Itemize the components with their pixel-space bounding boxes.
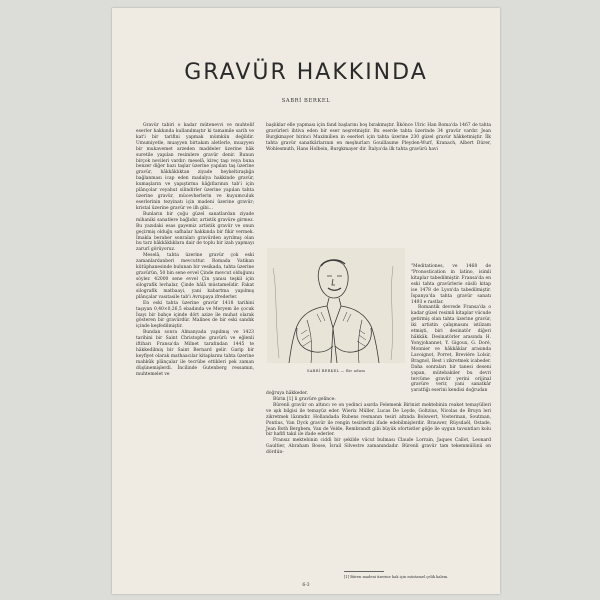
page-number: 6-3 <box>302 583 310 588</box>
paragraph: Bunların bir çoğu güzel sanatlardan ziyade mihaniki sanatlere bağlıdır, artistik gravüre girmez. Bu yazıdaki esas gayemiz artistik gravür ve onun geçirmiş olduğu safhalar hakkında bir fikir vermek. İmakla beraber sonraları gravürden ayrılmış olan bu tarz hâkkâklıklara dair de toplu bir izah yapmayı zarurî görüyoruz. <box>136 211 254 253</box>
paragraph: Bürin [1] li gravüre gelince: <box>273 396 336 402</box>
footnote: [1] Büren madeni üzerine hak için müstamel çelik kalem. <box>344 575 449 579</box>
portrait-sketch <box>267 248 405 363</box>
document-page <box>112 8 500 594</box>
footnote-rule <box>344 571 384 572</box>
paragraph: En eski tahta üzerine gravür 1418 tarihini taşıyan 0,40×0,26,5 ebadında ve Meryem ile çocuk İsayı bir bahçe içinde dört azize ile muhat olarak gösteren bir gravürdür. Malines de bir eski sandık içinde keşfedilmiştir. <box>136 300 254 330</box>
paragraph: Bürenli gravür on altıncı ve on yedinci asırda Felemenk Birinist mektebinin reaket temayülleri ve ışık bilgisi ile temayüz eder. Wierix Müller, Lucas De Leyde, Goltzius, Nicolas de Bruyn leri zikretmek lâzımdır. Hollandada Rubens resmanın tesiri altında Bolswert, Vosterman, Soutman, Pontius, Van Dyck gravür ile rengin tesirlerini ifade edebilmişlerdir. Brauwer, Rüysdaël, Ostade, Jean Both Bergbem, Van de Velde, Rembrandt gibi büyük ofortistler göğe ile uygun tavsıntları kolu bir hafifi takıl ile ifade ederler. <box>266 402 491 438</box>
portrait-drawing <box>267 248 405 363</box>
author-name: SABRİ BERKEL <box>281 98 331 104</box>
left-column <box>136 123 254 378</box>
paragraph: Bundan sonra Almanyada yapılmış ve 1423 tarihini bir Saint Christophe gravürü ve eğlenli iftiharı Fransa'da Milnet tarafından 1445 te hâkkedilmiş bir Saint Bernard gelir. Garip bir keyfiyet olarak mathaacılar kitaplarını tahta üzerine mahkûk plânçalar ile tecrübe ettikleri pek zaman düşünemişlerdi. İncilinde Gutenberg ressamın, muhtemelet ve <box>136 330 254 377</box>
paragraph: Fransız mektebinin ciddi bir şekilde vücut bulması Claude Lorrain, Jaques Callot, Leonard Gaultier, Abraham Bosse, İsrail Silvestre zamanındadır. Bürenli gravür tam tekemmülünü on dördün- <box>266 438 491 456</box>
right-bottom-text <box>266 391 491 456</box>
page-title: GRAVÜR HAKKINDA <box>184 60 428 85</box>
paragraph: doğruya hâkkeder. <box>266 391 308 396</box>
paragraph: başlıklar elle yapması için fand başlarını boş bırakmıştır. İlkönce Ulric Han Roma'da 1467 de tahta gravürleri ihtiva eden bir eser neşretmiştir. Bu eserde tahta üzerinde 34 gravür vardır. Jean Burgkmayer birinci Maximilien in eserleri için tahta üzerine 230 güzel gravür hâkketmiştir. İlk tahta gravür sanatkârlarının en meşhurları Gouillaume Pleyden-Wurf, Kranach, Albert Dürer, Wohlesmuth, Hans Holbein, Burgkmayer dir. İtalya'da ilk tahta gravürü havi <box>266 123 491 152</box>
image-caption: SABRİ BERKEL — Bir adam <box>306 369 366 373</box>
paragraph: Gravür tabiri o kadar mütenevvi ve muhtelif eserler hakkında kullanılmıştır ki tamamile sarih ve kat'i bir tarifini yapmak mümkün değildir. Umumiyetle, muayyen birtakım aletlerle, muayyen bir mukavemet arzeden maddeler üzerine hâk suretile yapılan resimlere gravür denir. Bunun birçok nevileri vardır: meselâ, kireç taşı veya buna benzer diğer bazı taşlar üzerine yapılan taş üzerine gravür, hâkkâklıktan ziyade heykeltıraşlığa bağlanması icap eden madalya hakkinde gravür, kumaşların ve yapıştırma kâğıtlarının tab'i için plânçolar veyahut silindirler üzerine yapılan tahta üzerine gravür, mücevherlerin ve kuyumculuk eserlerinin tezyinatı için madeni üzerine gravür; kristal üzerine gravür ve ilh gibi... <box>136 123 254 211</box>
paragraph: Meselâ, tahta üzerine gravür çok eski zamanlardanberi mevcuttur. Romada Vatikan kütüphanesinde bulunan bir vesikada, tahta üzerine gravürün, 50 bin sene evvel Çinde mevcut olduğunu söyler. 42000 sene evvel Çin yanısı teşkil için silografik levhalar, Çinde hâlâ müstamelidir. Fakat silografik matbaayi, yani kabartma yapılmış plânçalar vasıtasile tab'i Avrupaya ifrederler. <box>136 253 254 300</box>
paragraph: "Meditationes, ve 1468 de "Pronostication in latino, isimli kitaplar tabedilmiştir. Fransa'da en eski tahta gravürlerie süslü kitap ise 1478 de Lyon'da tabedilmiştir. İspanya'da tahta gravür sanatı 1493 e rastlar. <box>411 264 491 305</box>
right-top-text <box>266 123 491 153</box>
right-narrow-column <box>411 264 491 394</box>
paragraph: Romantik devrede Fransa'da o kadar güzel resimli kitaplar vücude getirmiş olan tahta üzerine gravür, iki artistin çalışmasını istilzam etmişti, biri desinatör diğeri hâkkâk. Desinatörler arasında H. Yonyjohannet, Y. Gigoux, G. Doré, Monnier ve hâkkâklar arasında Lavoignot, Porret, Brevière Lolsir, Bragnol, Best i zikretmek icabeder. Daha sonraları bir tanesi deseni yapan, mütebakiler bu devri tercüme gravür yerini orijinal gravüre verir, yani sanatkâr yaratfığı eserini kendisi doğrudan <box>411 305 491 394</box>
